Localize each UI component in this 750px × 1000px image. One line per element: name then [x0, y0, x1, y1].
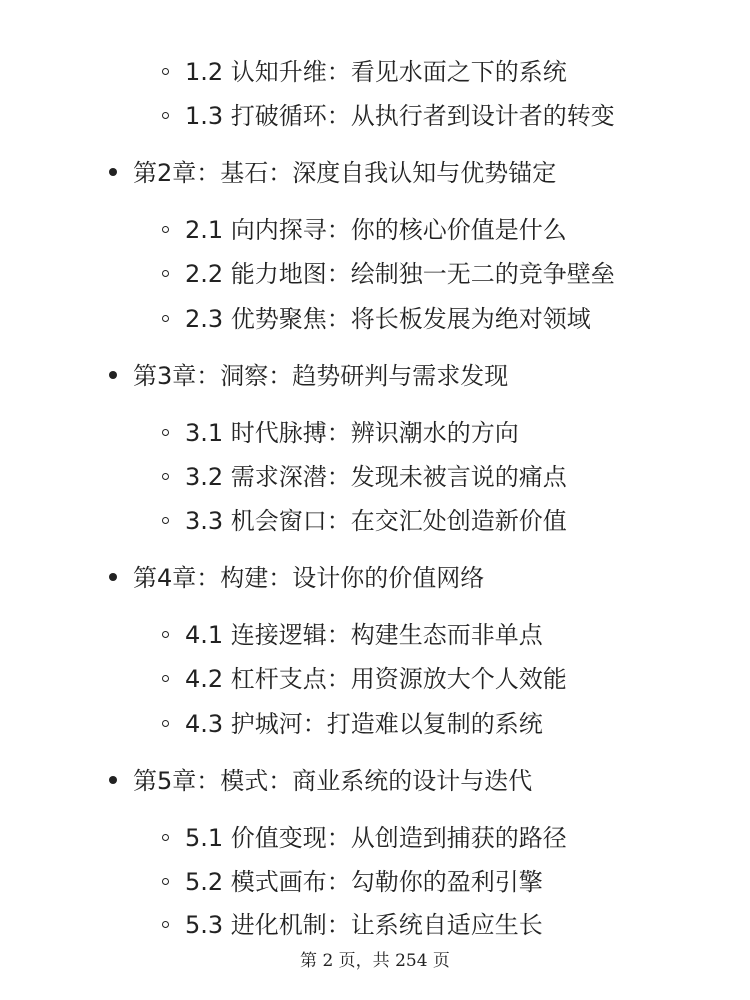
toc-section-3-1	[162, 416, 519, 450]
toc-section-5-2	[162, 865, 543, 899]
toc-entry-text: 5.2 模式画布：勾勒你的盈利引擎	[185, 868, 543, 896]
disc-bullet-icon	[109, 573, 117, 581]
circle-bullet-icon	[162, 270, 169, 277]
circle-bullet-icon	[162, 921, 169, 928]
toc-section-1-2	[162, 55, 567, 89]
toc-entry-text: 3.2 需求深潜：发现未被言说的痛点	[185, 463, 567, 491]
toc-entry-text: 第2章：基石：深度自我认知与优势锚定	[133, 159, 557, 187]
toc-section-4-2	[162, 662, 567, 696]
toc-entry-text: 2.3 优势聚焦：将长板发展为绝对领域	[185, 305, 591, 333]
circle-bullet-icon	[162, 315, 169, 322]
disc-bullet-icon	[109, 776, 117, 784]
toc-section-5-3	[162, 908, 543, 942]
toc-entry-text: 第5章：模式：商业系统的设计与迭代	[133, 767, 533, 795]
toc-entry-text: 1.2 认知升维：看见水面之下的系统	[185, 58, 567, 86]
toc-entry-text: 4.2 杠杆支点：用资源放大个人效能	[185, 665, 567, 693]
circle-bullet-icon	[162, 878, 169, 885]
toc-section-5-1	[162, 821, 567, 855]
circle-bullet-icon	[162, 226, 169, 233]
toc-entry-text: 1.3 打破循环：从执行者到设计者的转变	[185, 102, 615, 130]
toc-section-3-2	[162, 460, 567, 494]
toc-section-3-3	[162, 504, 567, 538]
toc-chapter-4	[109, 561, 484, 595]
page-number-footer: 第 2 页，共 254 页	[300, 951, 450, 971]
toc-entry-text: 4.3 护城河：打造难以复制的系统	[185, 710, 543, 738]
circle-bullet-icon	[162, 112, 169, 119]
toc-entry-text: 4.1 连接逻辑：构建生态而非单点	[185, 621, 543, 649]
toc-section-2-1	[162, 213, 567, 247]
toc-section-1-3	[162, 99, 615, 133]
toc-section-4-3	[162, 707, 543, 741]
disc-bullet-icon	[109, 371, 117, 379]
toc-section-4-1	[162, 618, 543, 652]
toc-entry-text: 5.3 进化机制：让系统自适应生长	[185, 911, 543, 939]
toc-chapter-2	[109, 156, 556, 190]
toc-chapter-3	[109, 359, 508, 393]
circle-bullet-icon	[162, 720, 169, 727]
toc-entry-text: 第4章：构建：设计你的价值网络	[133, 564, 485, 592]
toc-entry-text: 3.1 时代脉搏：辨识潮水的方向	[185, 419, 519, 447]
circle-bullet-icon	[162, 834, 169, 841]
circle-bullet-icon	[162, 517, 169, 524]
toc-chapter-5	[109, 764, 532, 798]
circle-bullet-icon	[162, 429, 169, 436]
disc-bullet-icon	[109, 168, 117, 176]
toc-section-2-2	[162, 257, 615, 291]
toc-entry-text: 第3章：洞察：趋势研判与需求发现	[133, 362, 509, 390]
toc-entry-text: 2.2 能力地图：绘制独一无二的竞争壁垒	[185, 260, 615, 288]
toc-entry-text: 2.1 向内探寻：你的核心价值是什么	[185, 216, 567, 244]
toc-entry-text: 3.3 机会窗口：在交汇处创造新价值	[185, 507, 567, 535]
circle-bullet-icon	[162, 675, 169, 682]
circle-bullet-icon	[162, 473, 169, 480]
toc-section-2-3	[162, 302, 591, 336]
circle-bullet-icon	[162, 631, 169, 638]
toc-entry-text: 5.1 价值变现：从创造到捕获的路径	[185, 824, 567, 852]
circle-bullet-icon	[162, 68, 169, 75]
